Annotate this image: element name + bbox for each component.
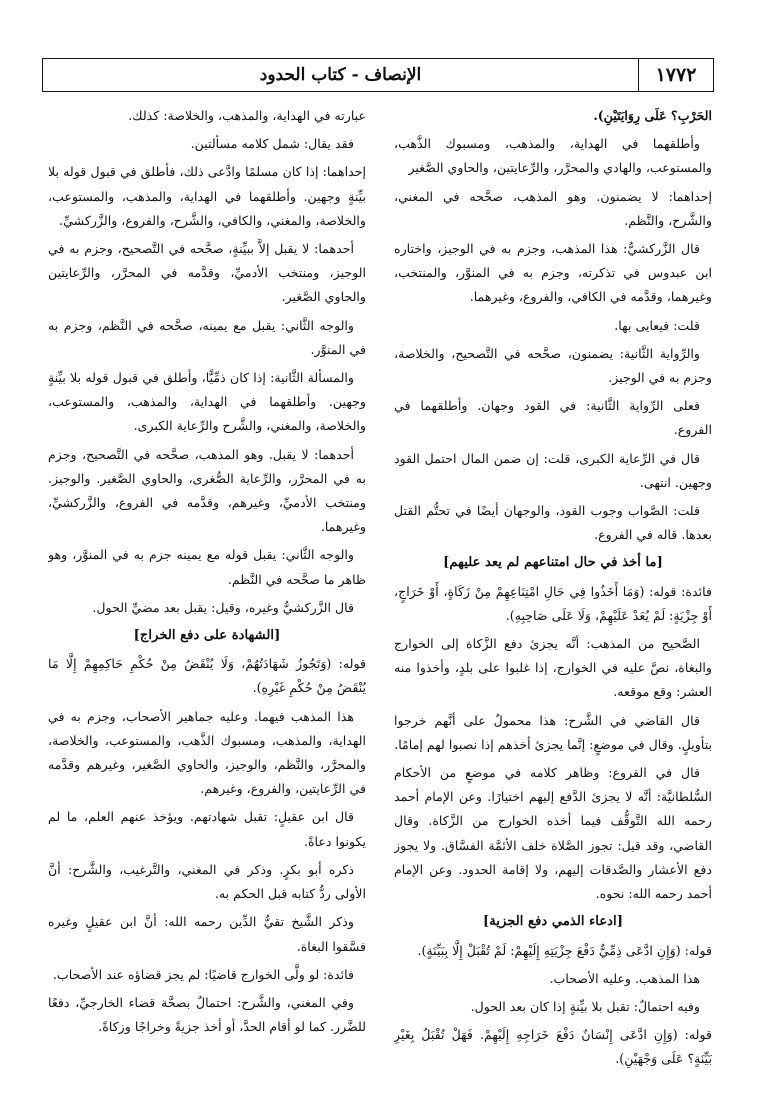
paragraph: والوجه الثَّاني: يقبل قوله مع يمينه جزم به في المنوَّر، وهو ظاهر ما صحَّحه في النَّظم.: [48, 547, 366, 587]
paragraph: قلت: الصَّواب وجوب القود، والوجهان أيضًا في تحتُّم القتل بعدها. قاله في الفروع.: [394, 503, 712, 543]
paragraph: قلت: فيعايى بها.: [614, 317, 700, 333]
paragraph: قال في الفروع: وظاهر كلامه في موضعٍ من الأحكام السُّلطانيَّة: أنَّه لا يجزئ الدَّفع إليهم اختيارًا. وعن الإمام أحمد رحمه الله التَّوقُّف فيما أخذه الخوارج من الزَّكاة. وقال القاضي، وقد قيل: تجوز الصَّلاة خلف الأئمَّة الفسَّاق. ولا يجوز دفع الأعشار والصَّدقات إليهم، ولا إقامة الحدود. وعن الإمام أحمد رحمه الله: نحوه.: [394, 765, 712, 902]
paragraph: قوله: (وَإِنِ ادَّعَى ذِمِّيٌّ دَفْعَ جِزْيَتِهِ إِلَيْهِمْ: لَمْ تُقْبَلْ إِلَّا بِبَيِّنَةٍ).: [417, 942, 712, 958]
paragraph: إحداهما: لا يضمنون. وهو المذهب، صحَّحه في المغني، والشَّرح، والنَّظم.: [394, 188, 712, 228]
paragraph: وأطلقهما في الهداية، والمذهب، ومسبوك الذَّهب، والمستوعب، والهادي والمحرَّر، والرِّعايتين، والحاوي الصَّغير: [394, 136, 712, 176]
paragraph: والرِّواية الثَّانية: يضمنون، صحَّحه في التَّصحيح، والخلاصة، وجزم به في الوجيز.: [394, 345, 712, 386]
running-title: الإنصاف - كتاب الحدود: [259, 65, 422, 85]
paragraph: الصَّحيح من المذهب: أنَّه يجزئ دفع الزَّكاة إلى الخوارج والبغاة، نصَّ عليه في الخوارج، إذا غلبوا على بلدٍ، وأخذوا منه العشر: وقع موقعه.: [394, 636, 712, 700]
paragraph: وذكر الشَّيخ تقيُّ الدِّين رحمه الله: أنَّ ابن عقيلٍ وغيره فسَّقوا البغاة.: [48, 914, 366, 954]
paragraph: قوله: (وَتَجُوزُ شَهَادَتُهُمْ، وَلَا يُنْقَضُ مِنْ حُكْمِ حَاكِمِهِمْ إِلَّا مَا يُنْقَضُ مِنْ حُكْمِ غَيْرِهِ).: [48, 656, 366, 696]
paragraph: فعلى الرِّواية الثَّانية: في القود وجهان. وأطلقهما في الفروع.: [394, 398, 712, 438]
paragraph: والوجه الثَّاني: يقبل مع يمينه، صحَّحه في النَّظم، وجزم به في المنوَّر.: [48, 317, 366, 357]
paragraph: فقد يقال: شمل كلامه مسألتين.: [190, 136, 354, 152]
paragraph: قال الزَّركشيُّ: هذا المذهب، وجزم به في الوجيز، واختاره ابن عبدوس في تذكرته، وجزم به في المنوَّر، والمنتخب، وغيرهما، وقدَّمه في الكافي، والفروع، وغيرهما.: [394, 241, 712, 305]
paragraph: قال القاضي في الشَّرح: هذا محمولٌ على أنَّهم خرجوا بتأويلٍ. وقال في موضعٍ: إنَّما يجزئ أخذهم إذا نصبوا لهم إمامًا.: [394, 712, 712, 752]
section-heading: [الشهادة على دفع الخراج]: [133, 628, 281, 644]
paragraph: هذا المذهب فيهما. وعليه جماهير الأصحاب، وجزم به في الهداية، والمذهب، ومسبوك الذَّهب، والمستوعب، والخلاصة، والمحرَّر، والنَّظم، والوجيز، والحاوي الصَّغير، وغيرهم وقدَّمه في الرِّعايتين، والفروع، وغيرهم.: [48, 708, 366, 797]
paragraph: أحدهما: لا يقبل. وهو المذهب، صحَّحه في التَّصحيح، وجزم به في المحرَّر، والرِّعاية الصُّغرى، والحاوي الصَّغير. والوجيز. ومنتخب الأدميِّ، وغيرهم، وقدَّمه في الفروع، والزَّركشيِّ، وغيرهما.: [48, 446, 366, 535]
paragraph: فائدة: لو ولَّى الخوارج قاضيًا: لم يجز قضاؤه عند الأصحاب.: [52, 966, 354, 982]
paragraph: قوله: (وَإِنِ ادَّعَى إِنْسَانٌ دَفْعَ خَرَاجِهِ إِلَيْهِمْ. فَهَلْ تُقْبَلُ بِغَيْرِ بَيِّنَةٍ؟ عَلَى وَجْهَيْنِ).: [394, 1027, 712, 1067]
paragraph: أحدهما: لا يقبل إلاَّ ببيِّنةٍ، صحَّحه في التَّصحيح، وجزم به في الوجيز، ومنتخب الأدميِّ، وقدَّمه في المحرَّر، والرِّعايتين والحاوي الصَّغير.: [48, 241, 366, 305]
paragraph: والمسألة الثَّانية: إذا كان ذمِّيًّا، وأطلق في قبول قوله بلا بيِّنةٍ وجهين. وأطلقهما في الهداية، والمذهب، والمستوعب، والخلاصة، والمغني، والشَّرح والرِّعاية الكبرى.: [48, 370, 366, 434]
paragraph: الحَرْبِ؟ عَلَى رِوَايَتَيْنِ).: [593, 108, 712, 123]
paragraph: إحداهما: إذا كان مسلمًا وادَّعى ذلك، فأطلق في قبول قوله بلا بيِّنةٍ وجهين. وأطلقهما في الهداية، والمذهب، والمستوعب، والخلاصة، والمغني، والكافي، والشَّرح، والفروع، والزَّركشيِّ.: [48, 164, 366, 228]
section-heading: [ادعاء الذمي دفع الجزية]: [483, 914, 623, 930]
paragraph: ذكره أبو بكرٍ. وذكر في المغني، والتَّرغيب، والشَّرح: أنَّ الأولى ردُّ كتابه قبل الحكم به.: [48, 861, 366, 902]
paragraph: قال الزَّركشيُّ وغيره، وقيل: يقبل بعد مضيِّ الحول.: [92, 599, 354, 615]
left-column: [48, 104, 366, 1094]
paragraph: هذا المذهب. وعليه الأصحاب.: [549, 970, 700, 986]
paragraph: وفي المغني، والشَّرح: احتمالٌ بصحَّة قضاء الخارجيِّ، دفعًا للضَّرر. كما لو أقام الحدَّ، أو أخذ جزيةً وخراجًا وزكاةً.: [48, 994, 366, 1035]
page-header: [42, 58, 714, 92]
section-heading: [ما أخذ في حال امتناعهم لم يعد عليهم]: [443, 555, 663, 571]
right-column: [394, 104, 712, 1094]
paragraph: قال ابن عقيلٍ: تقبل شهادتهم. ويؤخذ عنهم العلم، ما لم يكونوا دعاةً.: [48, 809, 366, 849]
page-number: ١٧٧٢: [638, 59, 713, 91]
paragraph: عبارته في الهداية، والمذهب، والخلاصة: كذلك.: [128, 108, 366, 123]
paragraph: فائدة: قوله: (وَمَا أَخَذُوا فِي حَالِ امْتِنَاعِهِمْ مِنْ زَكَاةٍ، أَوْ خَرَاجٍ، أَوْ جِزْيَةٍ: لَمْ يُعَدْ عَلَيْهِمْ، وَلَا عَلَى صَاحِبِهِ).: [394, 583, 712, 623]
paragraph: قال في الرِّعاية الكبرى، قلت: إن ضمن المال احتمل القود وجهين. انتهى.: [394, 450, 712, 490]
paragraph: وفيه احتمالٌ: تقبل بلا بيِّنةٍ إذا كان بعد الحول.: [470, 998, 700, 1014]
